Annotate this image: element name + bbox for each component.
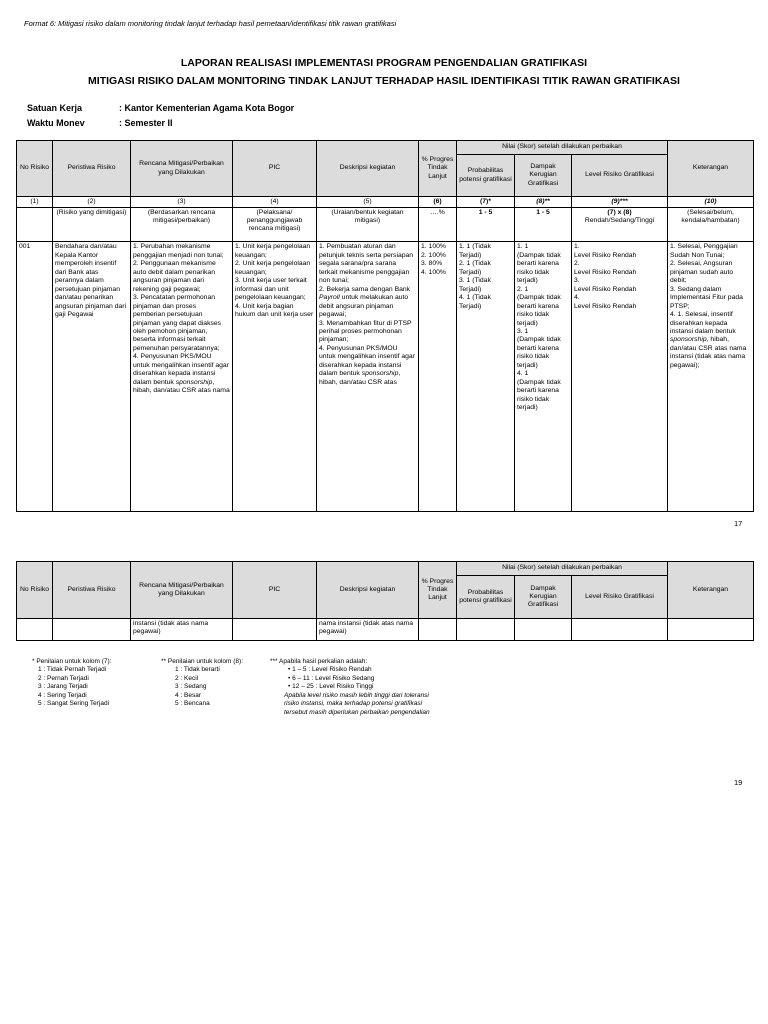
col-num-8: (8)** bbox=[515, 197, 572, 208]
header-peristiwa-2: Peristiwa Risiko bbox=[53, 562, 131, 619]
cell-probabilitas: 1. 1 (Tidak Terjadi) 2. 1 (Tidak Terjadi) 3. 1 (Tidak Terjadi) 4. 1 (Tidak Terjadi) bbox=[457, 242, 515, 512]
meta-satuan bbox=[27, 103, 294, 114]
header-peristiwa: Peristiwa Risiko bbox=[53, 141, 131, 197]
col-num-3: (3) bbox=[131, 197, 233, 208]
col-desc-8: 1 - 5 bbox=[515, 208, 572, 242]
note-item: • 1 – 5 : Level Risiko Rendah bbox=[288, 666, 372, 674]
header-probabilitas: Probabilitas potensi gratifikasi bbox=[457, 155, 515, 197]
deskripsi-italic: sponsorship bbox=[361, 370, 399, 378]
risk-table-page-2 bbox=[16, 561, 754, 641]
cell-deskripsi bbox=[317, 242, 419, 512]
header-nilai-group: Nilai (Skor) setelah dilakukan perbaikan bbox=[457, 141, 668, 155]
note-item: 4 : Sering Terjadi bbox=[38, 691, 87, 699]
waktu-label: Waktu Monev bbox=[27, 118, 85, 128]
notes-col9 bbox=[270, 658, 440, 717]
deskripsi-text-b: untuk melakukan auto debit angsuran pinjaman pegawai; 3. Menambahkan fitur di PTSP perihal proses permohonan pinjaman; 4. Penyusunan PKS/MOU untuk mengalihkan insentif agar diserahkan kepada instansi dalam bentuk bbox=[319, 294, 415, 378]
note-title: ** Penilaian untuk kolom (8): bbox=[161, 658, 244, 665]
waktu-value: : Semester II bbox=[119, 118, 173, 128]
cell-no: 001 bbox=[17, 242, 53, 512]
cell-peristiwa: Bendahara dan/atau Kepala Kantor memperoleh insentif dari Bank atas perannya dalam persetujuan pinjaman dan/atau penarikan angsuran pinjaman dari gaji Pegawai bbox=[53, 242, 131, 512]
page-number: 17 bbox=[734, 519, 743, 528]
col-num-6: (6) bbox=[419, 197, 457, 208]
col-num-2: (2) bbox=[53, 197, 131, 208]
keterangan-text-a: 1. Selesai, Penggajian Sudah Non Tunai; 2. Selesai, Angsuran pinjaman sudah auto debit; 3. Sedang dalam Implementasi Fitur pada PTSP; 4. 1. Selesai, insentif diserahkan kepada instansi dalam bentuk bbox=[670, 243, 743, 335]
col-desc-9-scale: Rendah/Sedang/Tinggi bbox=[584, 217, 655, 225]
header-probabilitas-2: Probabilitas potensi gratifikasi bbox=[457, 576, 515, 619]
header-level-2: Level Risiko Gratifikasi bbox=[572, 576, 668, 619]
col-desc-5: (Uraian/bentuk kegiatan mitigasi) bbox=[317, 208, 419, 242]
note-item: 3 : Jarang Terjadi bbox=[38, 683, 88, 691]
col-num-9: (9)*** bbox=[572, 197, 668, 208]
notes-col7 bbox=[32, 658, 112, 709]
report-title: LAPORAN REALISASI IMPLEMENTASI PROGRAM PENGENDALIAN GRATIFIKASI bbox=[180, 57, 588, 69]
header-rencana-2: Rencana Mitigasi/Perbaikan yang Dilakukan bbox=[131, 562, 233, 619]
col-desc-2: (Risiko yang dimitigasi) bbox=[53, 208, 131, 242]
keterangan-text-b: , hibah, dan/atau CSR atas nama instansi (tidak atas nama pegawai); bbox=[670, 336, 747, 369]
cell-keterangan bbox=[668, 242, 754, 512]
header-keterangan: Keterangan bbox=[668, 141, 754, 197]
col-desc-9-formula: (7) x (8) bbox=[607, 209, 632, 217]
cell-level: 1. Level Risiko Rendah 2. Level Risiko Rendah 3. Level Risiko Rendah 4. Level Risiko Rendah bbox=[572, 242, 668, 512]
note-item: 1 : Tidak berarti bbox=[175, 666, 220, 674]
header-dampak: Dampak Kerugian Gratifikasi bbox=[515, 155, 572, 197]
note-item: 2 : Pernah Terjadi bbox=[38, 674, 89, 682]
cell-rencana-cont: instansi (tidak atas nama pegawai) bbox=[131, 619, 233, 641]
note-item: • 12 – 25 : Level Risiko Tinggi bbox=[288, 683, 374, 691]
col-desc-10: (Selesai/belum, kendala/hambatan) bbox=[668, 208, 754, 242]
header-progres: % Progres Tindak Lanjut bbox=[419, 141, 457, 197]
cell-deskripsi-cont: nama instansi (tidak atas nama pegawai) bbox=[317, 619, 419, 641]
note-title: *** Apabila hasil perkalian adalah: bbox=[270, 658, 368, 665]
note-item: 3 : Sedang bbox=[175, 683, 207, 691]
rencana-italic: sponsorship bbox=[175, 378, 213, 386]
col-num-10: (10) bbox=[668, 197, 754, 208]
rencana-end: , hibah, dan/atau CSR atas nama bbox=[133, 378, 230, 395]
header-keterangan-2: Keterangan bbox=[668, 562, 754, 619]
satuan-value: : Kantor Kementerian Agama Kota Bogor bbox=[119, 103, 295, 113]
note-item-text: 6 – 11 : Level Risiko Sedang bbox=[292, 674, 375, 682]
header-dampak-2: Dampak Kerugian Gratifikasi bbox=[515, 576, 572, 619]
note-item: 5 : Sangat Sering Terjadi bbox=[38, 700, 110, 708]
header-nilai-group-2: Nilai (Skor) setelah dilakukan perbaikan bbox=[457, 562, 668, 576]
col-desc-4: (Pelaksana/ penanggungjawab rencana mitigasi) bbox=[233, 208, 317, 242]
note-item: 5 : Bencana bbox=[175, 700, 210, 708]
header-progres-2: % Progres Tindak Lanjut bbox=[419, 562, 457, 619]
page-number-2: 19 bbox=[734, 778, 743, 787]
header-pic: PIC bbox=[233, 141, 317, 197]
note-item: 4 : Besar bbox=[175, 691, 202, 699]
header-deskripsi: Deskripsi kegiatan bbox=[317, 141, 419, 197]
col-num-7: (7)* bbox=[457, 197, 515, 208]
format-note: Format 6: Mitigasi risiko dalam monitoring tindak lanjut terhadap hasil pemetaan/identifikasi titik rawan gratifikasi bbox=[24, 19, 397, 28]
cell-dampak: 1. 1 (Dampak tidak berarti karena risiko tidak terjadi) 2. 1 (Dampak tidak berarti karena risiko tidak terjadi) 3. 1 (Dampak tidak berarti karena risiko tidak terjadi) 4. 1 (Dampak tidak berarti karena risiko tidak terjadi) bbox=[515, 242, 572, 512]
deskripsi-text-a: 1. Pembuatan aturan dan petunjuk teknis serta persiapan segala sarana/pra sarana terkait mekanisme penggajian non tunai; 2. Bekerja sama dengan Bank bbox=[319, 243, 414, 293]
header-rencana: Rencana Mitigasi/Perbaikan yang Dilakukan bbox=[131, 141, 233, 197]
cell-rencana bbox=[131, 242, 233, 512]
header-level: Level Risiko Gratifikasi bbox=[572, 155, 668, 197]
col-num-5: (5) bbox=[317, 197, 419, 208]
table-row bbox=[17, 242, 754, 512]
header-no: No Risiko bbox=[17, 141, 53, 197]
header-no-2: No Risiko bbox=[17, 562, 53, 619]
col-desc-6: ….% bbox=[419, 208, 457, 242]
table-row bbox=[17, 619, 754, 641]
col-desc-7: 1 - 5 bbox=[457, 208, 515, 242]
rencana-text: 1. Perubahan mekanisme penggajian menjadi non tunai; 2. Penggunaan mekanisme auto debit dalam penarikan angsuran pinjaman dari rekening gaji pegawai; 3. Pencatatan permohonan pinjaman dan proses pemberian persetujuan pinjaman yang dapat diakses oleh pemohon pinjaman, beserta informasi terkait pemenuhan persyaratannya; 4. Penyusunan PKS/MOU untuk mengalihkan insentif agar diserahkan kepada instansi dalam bentuk bbox=[133, 243, 229, 386]
cell-pic: 1. Unit kerja pengelolaan keuangan; 2. Unit kerja pengelolaan keuangan; 3. Unit kerja user terkait informasi dan unit pengelolaan keuangan; 4. Unit kerja bagian hukum dan unit kerja user bbox=[233, 242, 317, 512]
satuan-label: Satuan Kerja bbox=[27, 103, 83, 113]
deskripsi-payroll: Payroll bbox=[319, 294, 340, 302]
notes-col8 bbox=[161, 658, 243, 709]
header-deskripsi-2: Deskripsi kegiatan bbox=[317, 562, 419, 619]
note-title: * Penilaian untuk kolom (7): bbox=[32, 658, 112, 665]
note-item-text: 1 – 5 : Level Risiko Rendah bbox=[292, 666, 372, 674]
meta-waktu bbox=[27, 118, 173, 129]
note-item: • 6 – 11 : Level Risiko Sedang bbox=[288, 674, 375, 682]
keterangan-italic: sponsorship bbox=[670, 336, 707, 344]
header-pic-2: PIC bbox=[233, 562, 317, 619]
report-subtitle: MITIGASI RISIKO DALAM MONITORING TINDAK LANJUT TERHADAP HASIL IDENTIFIKASI TITIK RAWAN GRATIFIKASI bbox=[88, 75, 680, 87]
risk-table-page-1 bbox=[16, 140, 754, 512]
col-desc-9 bbox=[572, 208, 668, 242]
col-desc-3: (Berdasarkan rencana mitigasi/perbaikan) bbox=[131, 208, 233, 242]
col-num-4: (4) bbox=[233, 197, 317, 208]
note-item: 1 : Tidak Pernah Terjadi bbox=[38, 666, 107, 674]
note-italic: Apabila level risiko masih lebih tinggi dari toleransi risiko instansi, maka terhadap potensi gratifikasi tersebut masih diperlukan perbaikan pengendalian bbox=[284, 691, 430, 716]
cell-progres: 1. 100% 2. 100% 3. 80% 4. 100% bbox=[419, 242, 457, 512]
col-num-1: (1) bbox=[17, 197, 53, 208]
note-item-text: 12 – 25 : Level Risiko Tinggi bbox=[292, 683, 374, 691]
note-item: 2 : Kecil bbox=[175, 674, 199, 682]
deskripsi-text-c: , hibah, dan/atau CSR atas bbox=[319, 370, 401, 386]
